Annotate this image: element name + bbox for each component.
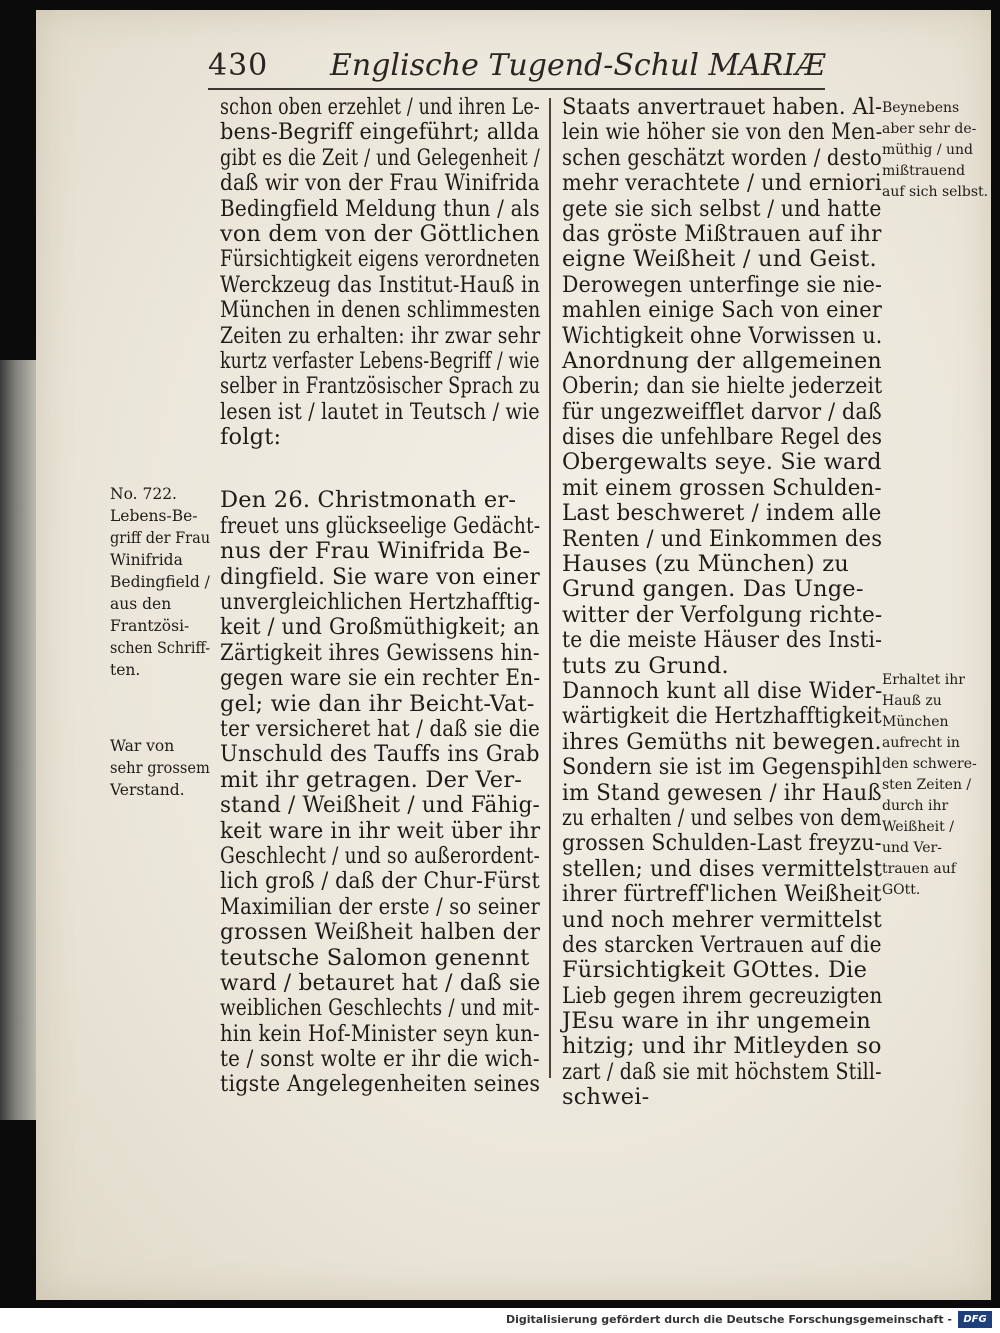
- text-line: Lieb gegen ihrem gecreuzigten: [562, 982, 883, 1009]
- margin-note-left-understanding: [110, 735, 210, 801]
- column-divider: [549, 98, 551, 1078]
- footer-credit: Digitalisierung gefördert durch die Deutsche Forschungsgemeinschaft -: [505, 1313, 952, 1326]
- header-rule: [208, 88, 825, 90]
- text-line: hin kein Hof-Minister seyn kun-: [220, 1020, 540, 1047]
- text-line: Oberin; dan sie hielte jederzeit: [562, 373, 883, 400]
- text-line: lich groß / daß der Chur-Fürst: [220, 868, 540, 895]
- text-line: Werckzeug das Institut-Hauß in: [220, 271, 541, 298]
- text-line: ward / betauret hat / daß sie: [220, 969, 541, 996]
- text-line: Maximilian der erste / so seiner: [220, 893, 540, 920]
- text-line: eigne Weißheit / und Geist.: [562, 246, 877, 273]
- text-line: hitzig; und ihr Mitleyden so: [562, 1033, 882, 1060]
- text-line: schwei-: [562, 1084, 650, 1111]
- margin-note-line: mißtrauend: [882, 163, 966, 179]
- text-line: gete sie sich selbst / und hatte: [562, 195, 882, 222]
- running-title: Englische Tugend-Schul MARIÆ: [330, 48, 826, 83]
- text-line: selber in Frantzösischer Sprach zu: [220, 373, 541, 400]
- text-line: te die meiste Häuser des Insti-: [562, 627, 883, 654]
- text-line: mahlen einige Sach von einer: [562, 297, 883, 324]
- text-line: ihrer fürtreff'lichen Weißheit: [562, 881, 882, 908]
- margin-note-line: trauen auf: [882, 861, 956, 877]
- text-line: und noch mehrer vermittelst: [562, 906, 882, 933]
- text-line: Den 26. Christmonath er-: [220, 487, 517, 514]
- text-line: Geschlecht / und so außerordent-: [220, 842, 540, 869]
- text-line: gegen ware sie ein rechter En-: [220, 665, 541, 692]
- text-line: JEsu ware in ihr ungemein: [562, 1008, 872, 1035]
- margin-note-line: Erhaltet ihr: [882, 672, 965, 688]
- margin-note-right-house: [882, 670, 990, 901]
- text-line: Staats anvertrauet haben. Al-: [562, 94, 883, 120]
- text-line: das gröste Mißtrauen auf ihr: [562, 220, 882, 247]
- margin-note-line: Hauß zu: [882, 693, 942, 709]
- margin-note-line: Winifrida: [110, 551, 183, 569]
- text-line: München in denen schlimmesten: [220, 297, 541, 324]
- text-line: tuts zu Grund.: [562, 652, 729, 679]
- text-line: Last beschweret / indem alle: [562, 500, 882, 527]
- text-line: freuet uns glückseelige Gedächt-: [220, 512, 541, 539]
- text-line: bens-Begriff eingeführt; allda: [220, 119, 540, 146]
- text-line: mit ihr getragen. Der Ver-: [220, 766, 523, 793]
- text-line: von dem von der Göttlichen: [220, 220, 540, 247]
- margin-note-line: aufrecht in: [882, 735, 960, 751]
- text-line: teutsche Salomon genennt: [220, 944, 530, 971]
- margin-note-line: Weißheit /: [882, 819, 954, 835]
- text-line: Derowegen unterfinge sie nie-: [562, 271, 883, 298]
- paragraph-gap: [220, 450, 540, 488]
- text-line: unvergleichlichen Hertzhafftig-: [220, 589, 541, 616]
- text-line: kurtz verfaster Lebens-Begriff / wie: [220, 347, 540, 374]
- margin-note-line: München: [882, 714, 949, 730]
- text-line: daß wir von der Frau Winifrida: [220, 170, 540, 197]
- text-line: lesen ist / lautet in Teutsch / wie: [220, 398, 540, 425]
- text-line: Anordnung der allgemeinen: [562, 347, 882, 374]
- text-line: für ungezweifflet darvor / daß: [562, 398, 882, 425]
- text-line: grossen Weißheit halben der: [220, 919, 541, 946]
- text-line: ter versicheret hat / daß sie die: [220, 715, 540, 742]
- margin-note-line: griff der Frau: [110, 529, 211, 547]
- text-line: Dannoch kunt all dise Wider-: [562, 677, 883, 704]
- margin-note-line: Verstand.: [110, 781, 185, 799]
- margin-note-line: aber sehr de-: [882, 121, 977, 137]
- text-line: weiblichen Geschlechts / und mit-: [220, 995, 540, 1022]
- margin-note-line: aus den: [110, 595, 172, 613]
- margin-note-line: ten.: [110, 661, 141, 679]
- text-line: ihres Gemüths nit bewegen.: [562, 728, 882, 755]
- text-line: mit einem grossen Schulden-: [562, 474, 882, 501]
- text-line: folgt:: [220, 424, 282, 451]
- margin-note-line: sten Zeiten /: [882, 777, 972, 793]
- text-line: nus der Frau Winifrida Be-: [220, 538, 531, 565]
- margin-note-line: Frantzösi-: [110, 617, 190, 635]
- margin-note-line: sehr grossem: [110, 759, 210, 777]
- margin-note-line: den schwere-: [882, 756, 977, 772]
- text-line: Fürsichtigkeit eigens verordneten: [220, 246, 540, 273]
- text-line: wärtigkeit die Hertzhafftigkeit: [562, 703, 882, 730]
- text-line: stand / Weißheit / und Fähig-: [220, 792, 540, 819]
- margin-note-line: Bedingfield /: [110, 573, 210, 591]
- text-line: schen geschätzt worden / desto: [562, 144, 882, 171]
- margin-note-right-humility: [882, 98, 990, 203]
- text-line: gibt es die Zeit / und Gelegenheit /: [220, 144, 540, 171]
- text-line: Hauses (zu München) zu: [562, 551, 849, 578]
- text-line: Renten / und Einkommen des: [562, 525, 883, 552]
- text-line: grossen Schulden-Last freyzu-: [562, 830, 882, 857]
- margin-note-line: No. 722.: [110, 485, 177, 503]
- text-line: Sondern sie ist im Gegenspihl: [562, 754, 882, 781]
- text-line: des starcken Vertrauen auf die: [562, 931, 882, 958]
- right-text-column: [562, 95, 882, 1111]
- margin-note-line: Beynebens: [882, 100, 960, 116]
- text-line: witter der Verfolgung richte-: [562, 601, 883, 628]
- text-line: Zeiten zu erhalten: ihr zwar sehr: [220, 322, 541, 349]
- margin-note-line: Lebens-Be-: [110, 507, 198, 525]
- text-line: gel; wie dan ihr Beicht-Vat-: [220, 690, 535, 717]
- text-line: dises die unfehlbare Regel des: [562, 424, 883, 451]
- text-line: Bedingfield Meldung thun / als: [220, 195, 540, 222]
- margin-note-line: auf sich selbst.: [882, 184, 989, 200]
- previous-leaf-edge: [0, 360, 36, 1120]
- margin-note-line: schen Schriff-: [110, 639, 211, 657]
- text-line: tigste Angelegenheiten seines: [220, 1071, 541, 1098]
- text-line: keit / und Großmüthigkeit; an: [220, 614, 540, 641]
- margin-note-line: War von: [110, 737, 175, 755]
- text-line: Unschuld des Tauffs ins Grab: [220, 741, 540, 768]
- text-line: keit ware in ihr weit über ihr: [220, 817, 541, 844]
- text-line: Obergewalts seye. Sie ward: [562, 449, 882, 476]
- text-line: zart / daß sie mit höchstem Still-: [562, 1058, 882, 1085]
- text-line: Fürsichtigkeit GOttes. Die: [562, 957, 868, 984]
- text-line: te / sonst wolte er ihr die wich-: [220, 1046, 540, 1073]
- margin-note-line: und Ver-: [882, 840, 942, 856]
- text-line: dingfield. Sie ware von einer: [220, 563, 540, 590]
- margin-note-line: müthig / und: [882, 142, 973, 158]
- text-line: lein wie höher sie von den Men-: [562, 119, 883, 146]
- margin-note-left-biography: [110, 483, 210, 681]
- text-line: stellen; und dises vermittelst: [562, 855, 883, 882]
- text-line: Wichtigkeit ohne Vorwissen u.: [562, 322, 883, 349]
- text-line: mehr verachtete / und erniori: [562, 170, 882, 197]
- text-line: Grund gangen. Das Unge-: [562, 576, 864, 603]
- dfg-logo: DFG: [958, 1311, 992, 1328]
- page-number: 430: [208, 48, 269, 83]
- left-text-column: [220, 95, 540, 1098]
- margin-note-line: GOtt.: [882, 882, 921, 898]
- text-line: schon oben erzehlet / und ihren Le-: [220, 94, 540, 120]
- text-line: zu erhalten / und selbes von dem: [562, 804, 882, 831]
- text-line: Zärtigkeit ihres Gewissens hin-: [220, 639, 540, 666]
- footer-bar: [0, 1308, 1000, 1333]
- text-line: im Stand gewesen / ihr Hauß: [562, 779, 882, 806]
- margin-note-line: durch ihr: [882, 798, 949, 814]
